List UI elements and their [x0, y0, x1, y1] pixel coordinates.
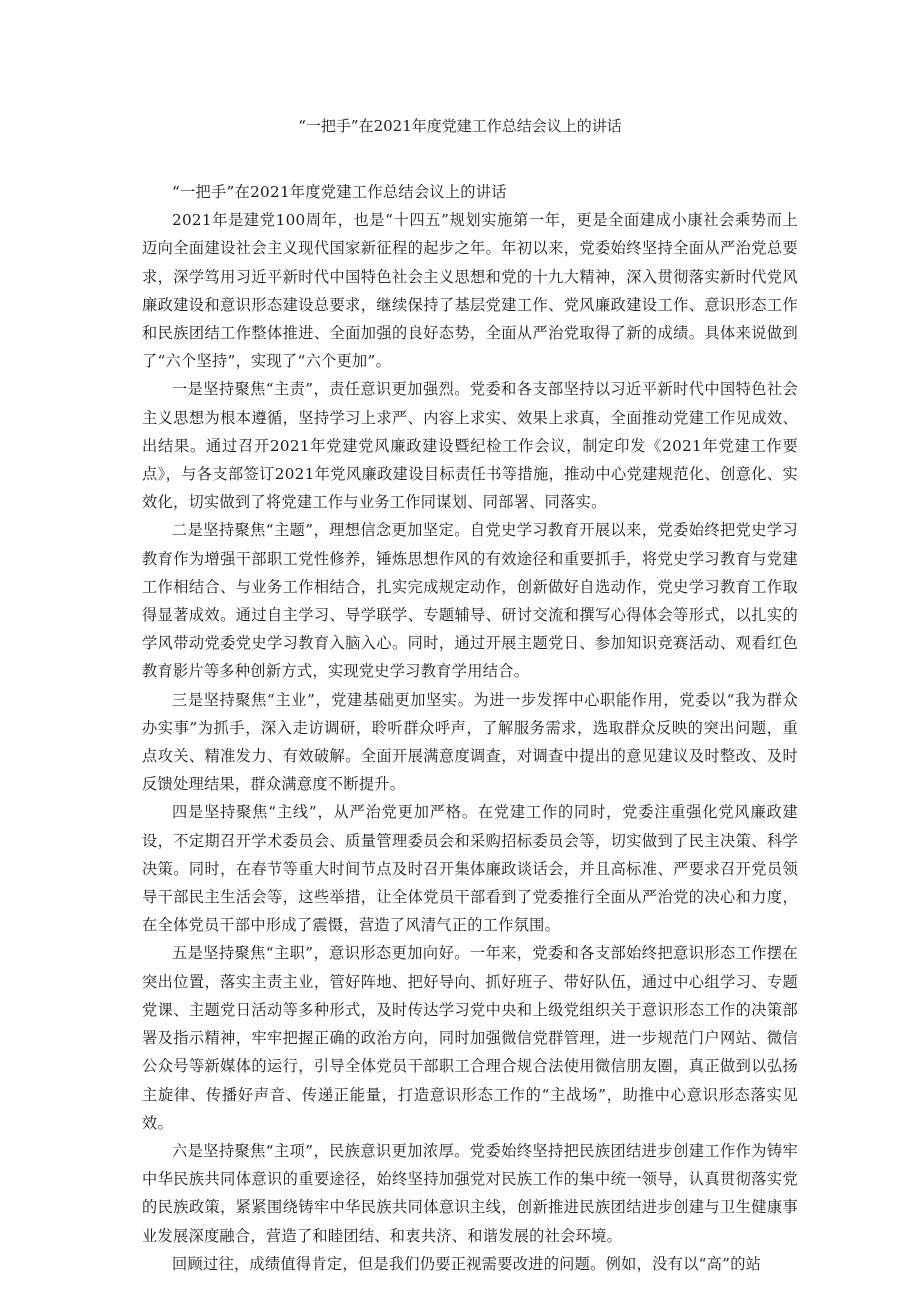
- paragraph-point-2: 二是坚持聚焦“主题”，理想信念更加坚定。自党史学习教育开展以来，党委始终把党史学习教育作为增强干部职工党性修养，锤炼思想作风的有效途径和重要抓手，将党史学习教育与党建工作相结合、与业务工作相结合，扎实完成规定动作，创新做好自选动作，党史学习教育工作取得显著成效。通过自主学习、导学联学、专题辅导、研讨交流和撰写心得体会等形式，以扎实的学风带动党委党史学习教育入脑入心。同时，通过开展主题党日、参加知识竞赛活动、观看红色教育影片等多种创新方式，实现党史学习教育学用结合。: [142, 521, 798, 681]
- paragraph-subtitle: “一把手”在2021年度党建工作总结会议上的讲话: [172, 183, 507, 201]
- document-page: [142, 0, 798, 1302]
- paragraph-point-3: 三是坚持聚焦“主业”，党建基础更加坚实。为进一步发挥中心职能作用，党委以“我为群众办实事”为抓手，深入走访调研，聆听群众呼声，了解服务需求，选取群众反映的突出问题，重点攻关、精准发力、有效破解。全面开展满意度调查，对调查中提出的意见建议及时整改、及时反馈处理结果，群众满意度不断提升。: [142, 690, 798, 794]
- paragraph-point-1: 一是坚持聚焦“主责”，责任意识更加强烈。党委和各支部坚持以习近平新时代中国特色社会主义思想为根本遵循，坚持学习上求严、内容上求实、效果上求真，全面推动党建工作见成效、出结果。通过召开2021年党建党风廉政建设暨纪检工作会议，制定印发《2021年党建工作要点》，与各支部签订2021年党风廉政建设目标责任书等措施，推动中心党建规范化、创意化、实效化，切实做到了将党建工作与业务工作同谋划、同部署、同落实。: [142, 380, 798, 512]
- document-title: “一把手”在2021年度党建工作总结会议上的讲话: [298, 117, 622, 135]
- document-body: [142, 178, 798, 1278]
- paragraph-review: 回顾过往，成绩值得肯定，但是我们仍要正视需要改进的问题。例如，没有以“高”的站: [172, 1254, 762, 1273]
- paragraph-point-4: 四是坚持聚焦“主线”，从严治党更加严格。在党建工作的同时，党委注重强化党风廉政建设，不定期召开学术委员会、质量管理委员会和采购招标委员会等，切实做到了民主决策、科学决策。同时，在春节等重大时间节点及时召开集体廉政谈话会，并且高标准、严要求召开党员领导干部民主生活会等，这些举措，让全体党员干部看到了党委推行全面从严治党的决心和力度，在全体党员干部中形成了震慑，营造了风清气正的工作氛围。: [142, 803, 798, 935]
- paragraph-point-6: 六是坚持聚焦“主项”，民族意识更加浓厚。党委始终坚持把民族团结进步创建工作作为铸牢中华民族共同体意识的重要途径，始终坚持加强党对民族工作的集中统一领导，认真贯彻落实党的民族政策，紧紧围绕铸牢中华民族共同体意识主线，创新推进民族团结进步创建与卫生健康事业发展深度融合，营造了和睦团结、和衷共济、和谐发展的社会环境。: [142, 1141, 798, 1245]
- paragraph-point-5: 五是坚持聚焦“主职”，意识形态更加向好。一年来，党委和各支部始终把意识形态工作摆在突出位置，落实主责主业，管好阵地、把好导向、抓好班子、带好队伍，通过中心组学习、专题党课、主题党日活动等多种形式，及时传达学习党中央和上级党组织关于意识形态工作的决策部署及指示精神，牢牢把握正确的政治方向，同时加强微信党群管理，进一步规范门户网站、微信公众号等新媒体的运行，引导全体党员干部职工合理合规合法使用微信朋友圈，真正做到以弘扬主旋律、传播好声音、传递正能量，打造意识形态工作的“主战场”，助推中心意识形态落实见效。: [142, 944, 798, 1132]
- paragraph-intro: 2021年是建党100周年，也是“十四五”规划实施第一年，更是全面建成小康社会乘势而上迈向全面建设社会主义现代国家新征程的起步之年。年初以来，党委始终坚持全面从严治党总要求，深学笃用习近平新时代中国特色社会主义思想和党的十九大精神，深入贯彻落实新时代党风廉政建设和意识形态建设总要求，继续保持了基层党建工作、党风廉政建设工作、意识形态工作和民族团结工作整体推进、全面加强的良好态势，全面从严治党取得了新的成绩。具体来说做到了“六个坚持”，实现了“六个更加”。: [142, 211, 798, 371]
